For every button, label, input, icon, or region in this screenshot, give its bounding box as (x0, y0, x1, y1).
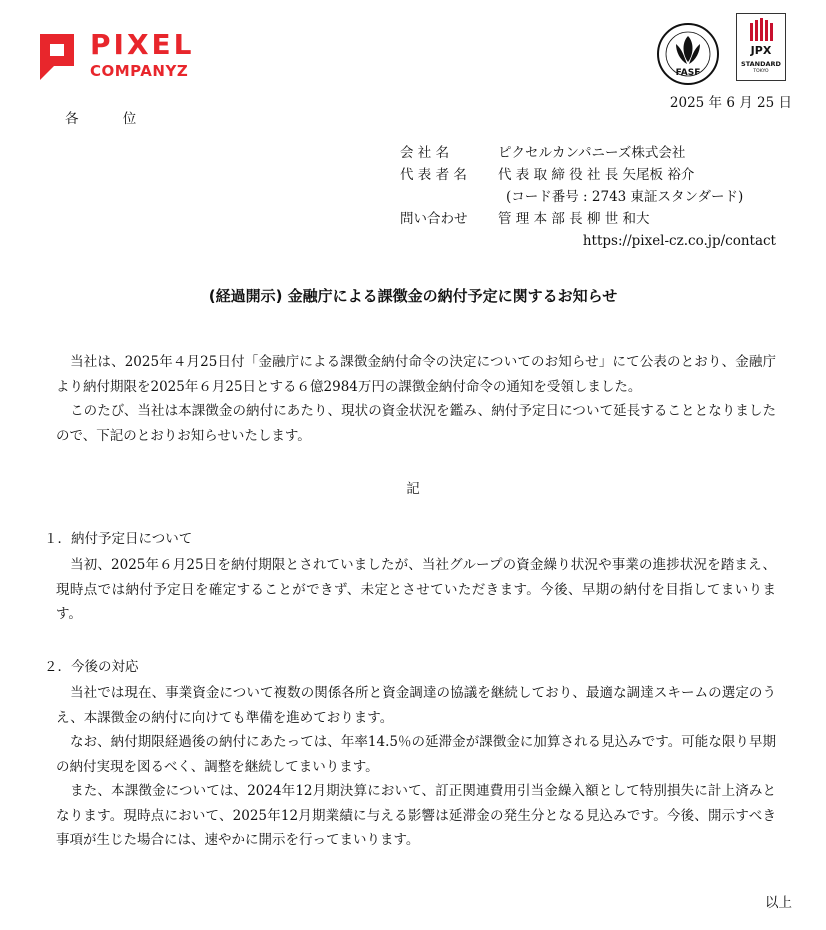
section-2-heading: ２．今後の対応 (44, 659, 139, 675)
section-1-paragraph-1 (56, 553, 776, 627)
fasf-leaf-emblem-icon (656, 22, 720, 86)
contact-url-link[interactable]: https://pixel-cz.co.jp/contact (582, 233, 776, 249)
info-value: 管 理 本 部 長 柳 世 和大 (498, 211, 650, 227)
intro-paragraph-1 (56, 350, 776, 399)
closing-mark: 以上 (765, 895, 792, 911)
jpx-label: JPX (750, 44, 772, 57)
section-1-text-1: 当初、2025年６月25日を納付期限とされていましたが、当社グループの資金繰り状況や事業の進捗状況を踏まえ、現時点では納付予定日を確定することができず、未定とさせていただきます。今後、早期の納付を目指してまいります。 (56, 557, 776, 622)
fasf-badge (656, 22, 720, 86)
ki-marker: 記 (406, 481, 420, 497)
section-1-heading: １．納付予定日について (44, 531, 193, 547)
document-title: (経過開示) 金融庁による課徴金の納付予定に関するお知らせ (208, 287, 618, 305)
section-2-paragraph-2 (56, 730, 776, 779)
section-2-paragraph-3 (56, 779, 776, 853)
section-2-text-1: 当社では現在、事業資金について複数の関係各所と資金調達の協議を継続しており、最適な調達スキームの選定のうえ、本課徴金の納付に向けても準備を進めております。 (56, 685, 776, 726)
info-key: 問い合わせ (400, 211, 468, 227)
info-key: 代 表 者 名 (400, 167, 467, 183)
info-value: (コード番号 : 2743 東証スタンダード) (506, 189, 744, 205)
jpx-tokyo-label: TOKYO (753, 69, 769, 74)
section-2-text-2: なお、納付期限経過後の納付にあたっては、年率14.5％の延滞金が課徴金に加算される見込みです。可能な限り早期の納付実現を図るべく、調整を継続してまいります。 (56, 734, 776, 775)
fasf-label: FASF (675, 68, 701, 78)
intro-text-2: このたび、当社は本課徴金の納付にあたり、現状の資金状況を鑑み、納付予定日について延長することとなりましたので、下記のとおりお知らせいたします。 (56, 403, 776, 444)
section-2-paragraph-1 (56, 681, 776, 730)
info-key: 会 社 名 (400, 145, 450, 161)
jpx-standard-badge (736, 13, 786, 81)
company-logo (36, 28, 206, 84)
addressee: 各 位 (65, 111, 157, 127)
logo-text-pixel: PIXEL (90, 28, 195, 61)
info-row-url (583, 230, 776, 252)
logo-text-companyz: COMPANYZ (90, 62, 189, 80)
document-date: 2025 年 6 月 25 日 (669, 95, 792, 111)
info-value: ピクセルカンパニーズ株式会社 (498, 145, 686, 161)
intro-text-1: 当社は、2025年４月25日付「金融庁による課徴金納付命令の決定についてのお知らせ」にて公表のとおり、金融庁より納付期限を2025年６月25日とする６億2984万円の課徴金納付命令の通知を受領しました。 (56, 354, 776, 395)
pixel-logo-icon (36, 30, 78, 82)
intro-paragraph-2 (56, 399, 776, 448)
section-2-text-3: また、本課徴金については、2024年12月期決算において、訂正関連費用引当金繰入額として特別損失に計上済みとなります。現時点において、2025年12月期業績に与える影響は延滞金の発生分となる見込みです。今後、開示すべき事項が生じた場合には、速やかに開示を行ってまいります。 (56, 783, 776, 848)
info-value: 代 表 取 締 役 社 長 矢尾板 裕介 (498, 167, 695, 183)
jpx-standard-label: STANDARD (741, 60, 781, 68)
